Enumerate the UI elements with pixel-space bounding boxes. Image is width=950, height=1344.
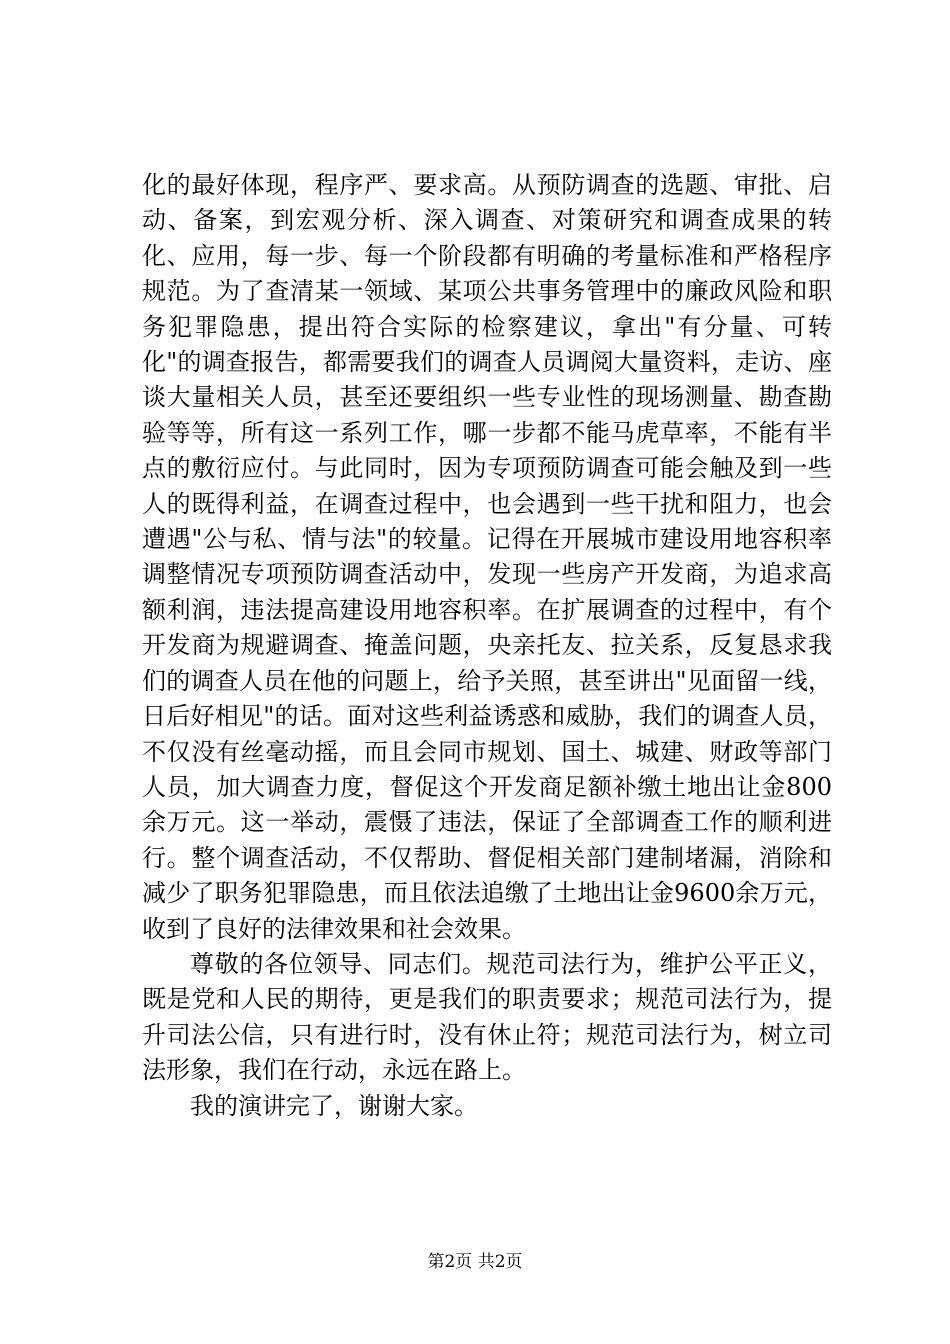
page-number-label: 第2页 共2页 xyxy=(427,1252,523,1272)
page-footer xyxy=(0,1250,950,1274)
paragraph-continuation: 化的最好体现，程序严、要求高。从预防调查的选题、审批、启动、备案，到宏观分析、深入调查、对策研究和调查成果的转化、应用，每一步、每一个阶段都有明确的考量标准和严格程序规范。为了查清某一领域、某项公共事务管理中的廉政风险和职务犯罪隐患，提出符合实际的检察建议，拿出"有分量、可转化"的调查报告，都需要我们的调查人员调阅大量资料，走访、座谈大量相关人员，甚至还要组织一些专业性的现场测量、勘查勘验等等，所有这一系列工作，哪一步都不能马虎草率，不能有半点的敷衍应付。与此同时，因为专项预防调查可能会触及到一些人的既得利益，在调查过程中，也会遇到一些干扰和阻力，也会遭遇"公与私、情与法"的较量。记得在开展城市建设用地容积率调整情况专项预防调查活动中，发现一些房产开发商，为追求高额利润，违法提高建设用地容积率。在扩展调查的过程中，有个开发商为规避调查、掩盖问题，央亲托友、拉关系，反复恳求我们的调查人员在他的问题上，给予关照，甚至讲出"见面留一线，日后好相见"的话。面对这些利益诱惑和威胁，我们的调查人员，不仅没有丝毫动摇，而且会同市规划、国土、城建、财政等部门人员，加大调查力度，督促这个开发商足额补缴土地出让金800余万元。这一举动，震慑了违法，保证了全部调查工作的顺利进行。整个调查活动，不仅帮助、督促相关部门建制堵漏，消除和减少了职务犯罪隐患，而且依法追缴了土地出让金9600余万元，收到了良好的法律效果和社会效果。 xyxy=(142,171,832,943)
paragraph-thanks: 我的演讲完了，谢谢大家。 xyxy=(190,1091,478,1120)
document-body xyxy=(142,168,832,1124)
paragraph-closing-remarks: 尊敬的各位领导、同志们。规范司法行为，维护公平正义，既是党和人民的期待，更是我们的职责要求；规范司法行为，提升司法公信，只有进行时，没有休止符；规范司法行为，树立司法形象，我们在行动，永远在路上。 xyxy=(142,949,832,1085)
